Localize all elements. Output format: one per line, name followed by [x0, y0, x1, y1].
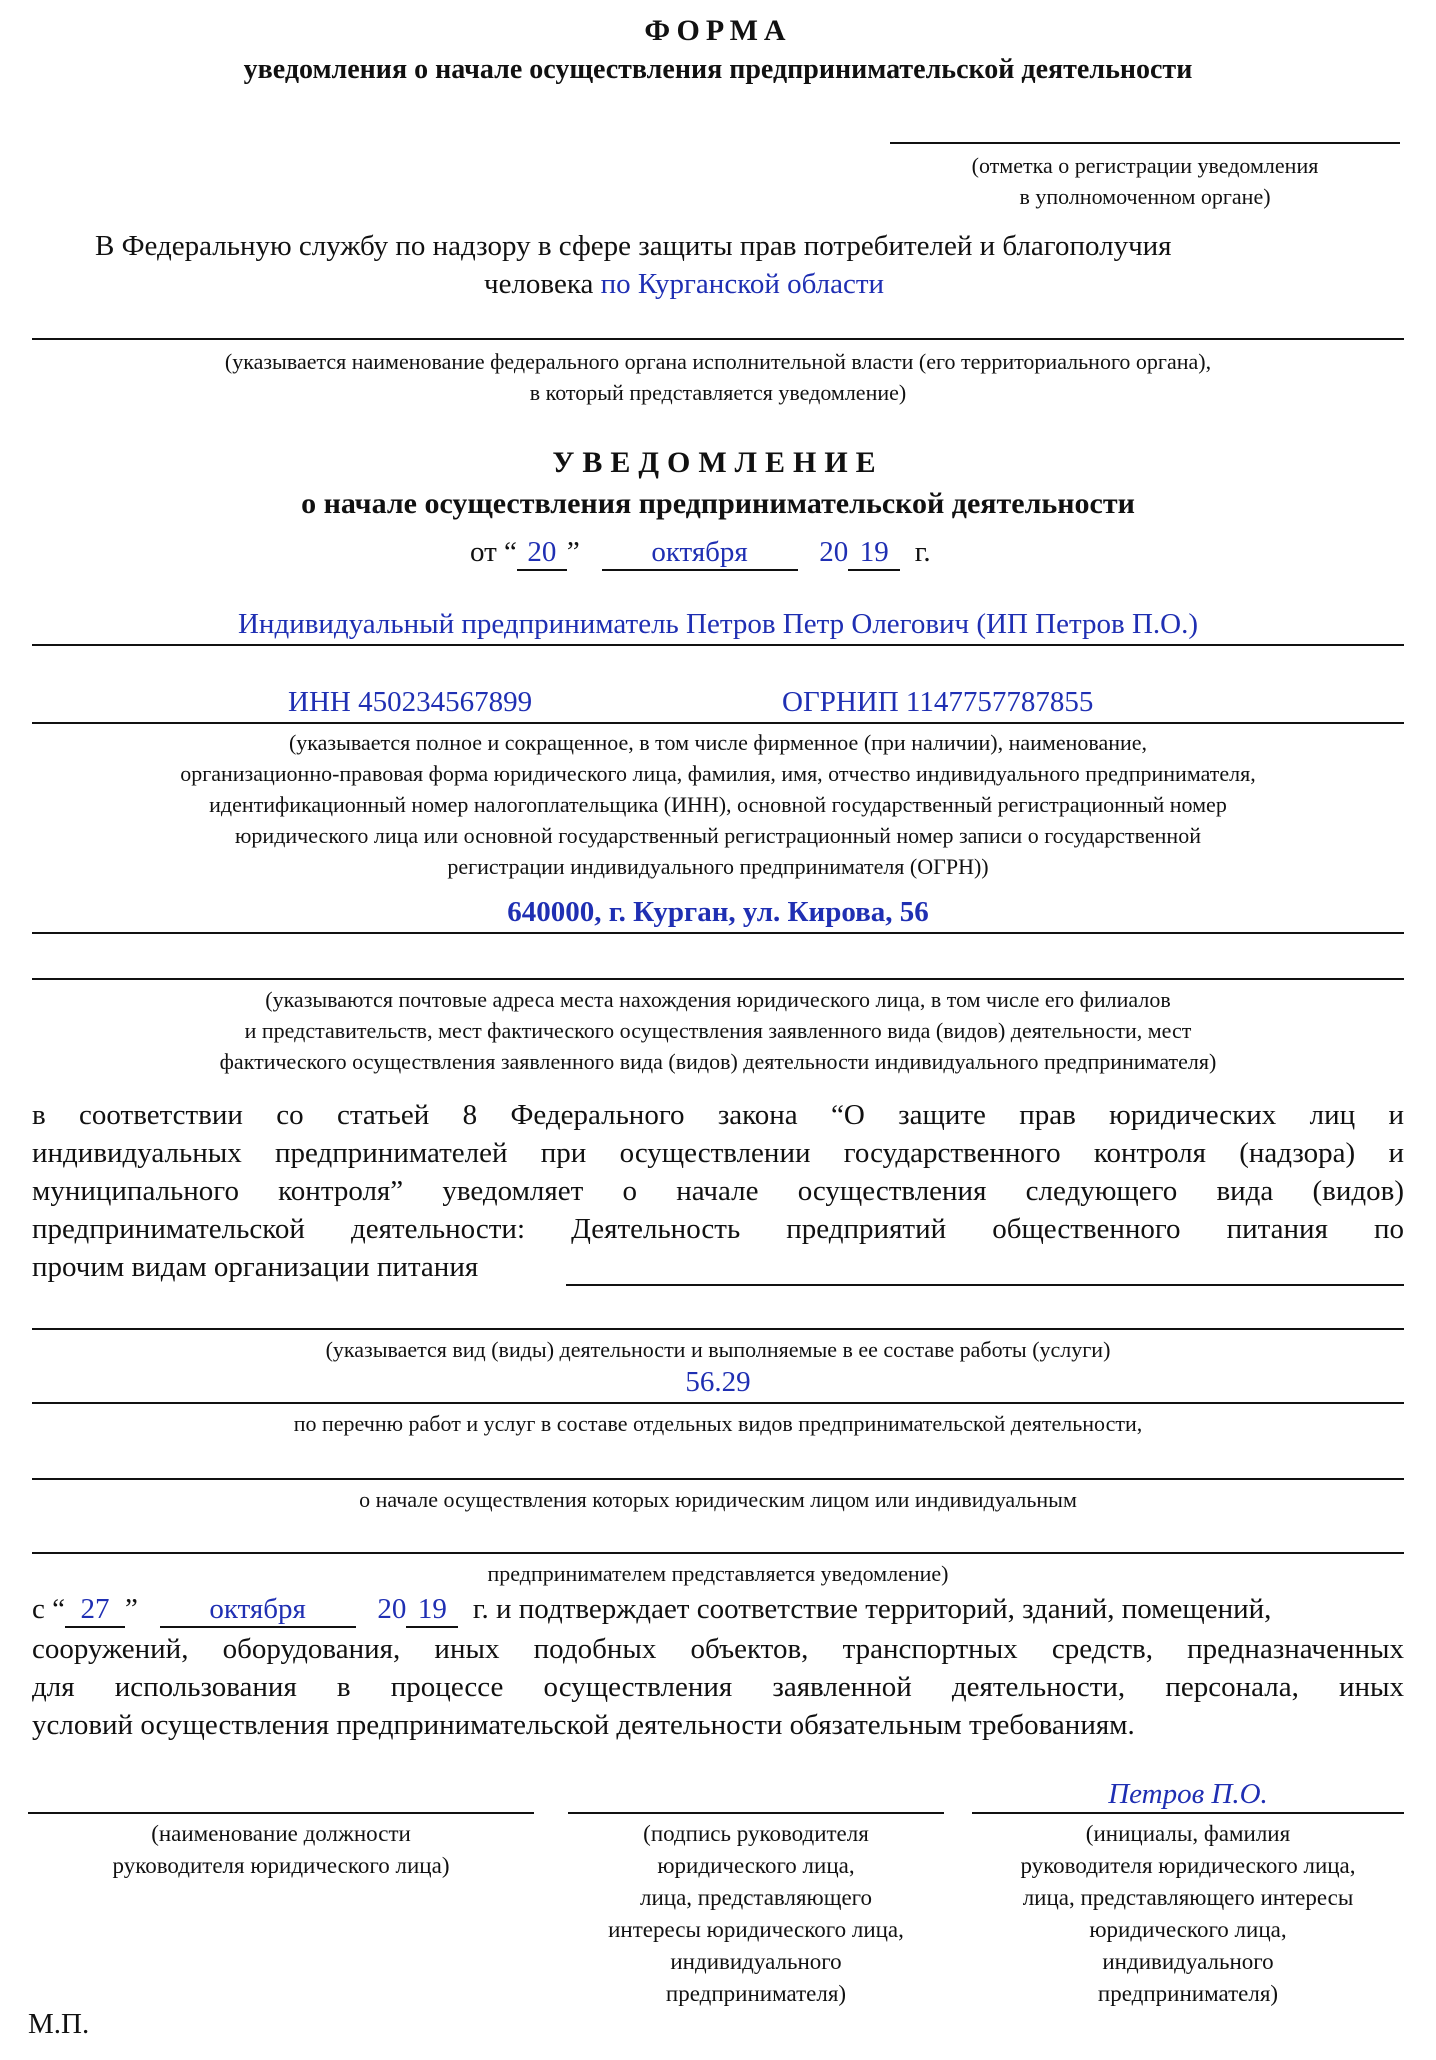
signature-hint-line: руководителя юридического лица,: [1020, 1853, 1356, 1878]
signature-line-3: [972, 1812, 1404, 1814]
date-quote-open: “: [504, 536, 517, 568]
activity-hint3: о начале осуществления которых юридическим лицом или индивидуальным: [359, 1487, 1077, 1512]
address-value: 640000, г. Курган, ул. Кирова, 56: [507, 896, 929, 928]
applicant-inn: ИНН 450234567899: [288, 686, 533, 718]
applicant-hint-line: (указывается полное и сокращенное, в том числе фирменное (при наличии), наименование,: [288, 730, 1148, 755]
registration-line: [890, 142, 1400, 144]
start-line1: [32, 1590, 1404, 1628]
addressee-line2: [484, 268, 884, 301]
activity-rule3: [32, 1552, 1404, 1554]
activity-line: в соответствии со статьей 8 Федерального закона “О защите прав юридических лиц и: [32, 1099, 1404, 1131]
start-last-line: условий осуществления предпринимательской деятельности обязательным требованиям.: [32, 1709, 1135, 1741]
date-day: 20: [517, 535, 567, 571]
applicant-hint-line: регистрации индивидуального предпринимателя (ОГРН)): [447, 854, 989, 879]
addressee-line: [32, 338, 1404, 340]
applicant-hint-line: юридического лица или основной государственный регистрационный номер записи о государственной: [235, 823, 1201, 848]
signature-line-2: [568, 1812, 944, 1814]
notice-title: УВЕДОМЛЕНИЕ: [552, 446, 884, 479]
start-after-date: г. и подтверждает соответствие территорий, зданий, помещений,: [472, 1593, 1272, 1625]
activity-hint4: предпринимателем представляется уведомление): [487, 1561, 949, 1586]
activity-code: 56.29: [685, 1366, 751, 1398]
addressee-region: по Курганской области: [600, 268, 885, 300]
registration-hint-line1: (отметка о регистрации уведомления: [971, 153, 1319, 178]
signature-hint-2: [548, 1818, 964, 2010]
addressee-hint-line1: (указывается наименование федерального органа исполнительной власти (его территориального органа),: [224, 349, 1212, 374]
activity-line5: [32, 1248, 1404, 1286]
addressee-hint: [0, 346, 1436, 408]
signature-hint-1: [28, 1818, 534, 1882]
activity-hint: (указывается вид (виды) деятельности и выполняемые в ее составе работы (услуги): [325, 1337, 1111, 1362]
start-year-prefix: 20: [377, 1593, 407, 1625]
signature-hint-line: индивидуального: [1102, 1949, 1274, 1974]
activity-line: индивидуальных предпринимателей при осуществлении государственного контроля (надзора) и: [32, 1137, 1404, 1169]
activity-line: муниципального контроля” уведомляет о начале осуществления следующего вида (видов): [32, 1175, 1404, 1207]
activity-line4: [32, 1210, 1404, 1248]
signature-hint-line: юридического лица,: [1089, 1917, 1287, 1942]
notice-subtitle: о начале осуществления предпринимательской деятельности: [301, 487, 1135, 520]
start-line: сооружений, оборудования, иных подобных объектов, транспортных средств, предназначенных: [32, 1633, 1404, 1665]
address-hint-line: (указываются почтовые адреса места нахождения юридического лица, в том числе его филиалов: [265, 987, 1171, 1012]
signature-hint-line: предпринимателя): [1097, 1981, 1279, 2006]
form-title: ФОРМА: [644, 14, 792, 47]
signature-hint-line: лица, представляющего: [639, 1885, 873, 1910]
addressee-static: человека: [484, 268, 594, 300]
activity-paragraph: [32, 1096, 1404, 1286]
start-day: 27: [65, 1592, 125, 1628]
activity-filled-end: прочим видам организации питания: [32, 1251, 479, 1283]
signature-hint-line: (инициалы, фамилия: [1085, 1821, 1291, 1846]
activity-line5-rule: [566, 1284, 1404, 1286]
activity-rule2: [32, 1478, 1404, 1480]
activity-filled: Деятельность предприятий общественного питания по: [571, 1213, 1405, 1245]
addressee-line1: В Федеральную службу по надзору в сфере защиты прав потребителей и благополучия: [95, 230, 1172, 262]
start-month: октября: [160, 1592, 356, 1628]
signature-hint-line: (наименование должности: [151, 1821, 411, 1846]
registration-hint: [890, 150, 1400, 212]
address-hint-line: и представительств, мест фактического осуществления заявленного вида (видов) деятельности, мест: [244, 1018, 1192, 1043]
date-month: октября: [602, 535, 798, 571]
date-year-prefix: 20: [819, 536, 849, 568]
start-quote-open: “: [52, 1593, 65, 1625]
activity-code-line: [32, 1402, 1404, 1404]
signature-hint-3: [962, 1818, 1414, 2010]
activity-hint2: по перечню работ и услуг в составе отдельных видов предпринимательской деятельности,: [293, 1411, 1143, 1436]
signature-hint-line: лица, представляющего интересы: [1022, 1885, 1354, 1910]
date-year-suffix: 19: [848, 535, 900, 571]
applicant-hint: [0, 727, 1436, 882]
seal-mark: М.П.: [28, 2008, 90, 2040]
start-prefix: с: [32, 1593, 45, 1625]
registration-hint-line2: в уполномоченном органе): [1019, 184, 1271, 209]
signature-hint-line: юридического лица,: [657, 1853, 855, 1878]
signature-hint-line: предпринимателя): [665, 1981, 847, 2006]
form-subtitle: уведомления о начале осуществления предпринимательской деятельности: [243, 54, 1193, 85]
addressee-hint-line2: в который представляется уведомление): [529, 380, 907, 405]
activity-static: предпринимательской деятельности:: [32, 1213, 526, 1245]
date-quote-close: ”: [566, 536, 580, 568]
applicant-ids-line: [32, 722, 1404, 724]
start-year-suffix: 19: [406, 1592, 458, 1628]
applicant-hint-line: идентификационный номер налогоплательщика (ИНН), основной государственный регистрационный номер: [209, 792, 1227, 817]
start-paragraph: [32, 1630, 1404, 1744]
applicant-hint-line: организационно-правовая форма юридического лица, фамилия, имя, отчество индивидуального предпринимателя,: [180, 761, 1256, 786]
signature-hint-line: руководителя юридического лица): [112, 1853, 450, 1878]
signature-hint-line: интересы юридического лица,: [608, 1917, 904, 1942]
applicant-ogrnip: ОГРНИП 1147757787855: [782, 686, 1094, 718]
applicant-name: Индивидуальный предприниматель Петров Петр Олегович (ИП Петров П.О.): [237, 608, 1199, 640]
address-hint: [0, 984, 1436, 1077]
signature-hint-line: (подпись руководителя: [643, 1821, 869, 1846]
start-line: для использования в процессе осуществления заявленной деятельности, персонала, иных: [32, 1671, 1404, 1703]
address-line1: [32, 932, 1404, 934]
date-year-g: г.: [914, 536, 931, 568]
address-hint-line: фактического осуществления заявленного вида (видов) деятельности индивидуального предпринимателя): [219, 1049, 1217, 1074]
signer-initials: Петров П.О.: [1108, 1778, 1268, 1810]
date-prefix: от: [470, 536, 497, 568]
start-quote-close: ”: [125, 1593, 138, 1625]
address-line2: [32, 978, 1404, 980]
applicant-name-line: [32, 644, 1404, 646]
notice-date: [470, 535, 931, 571]
signature-hint-line: индивидуального: [670, 1949, 842, 1974]
signature-line-1: [28, 1812, 534, 1814]
activity-rule: [32, 1328, 1404, 1330]
